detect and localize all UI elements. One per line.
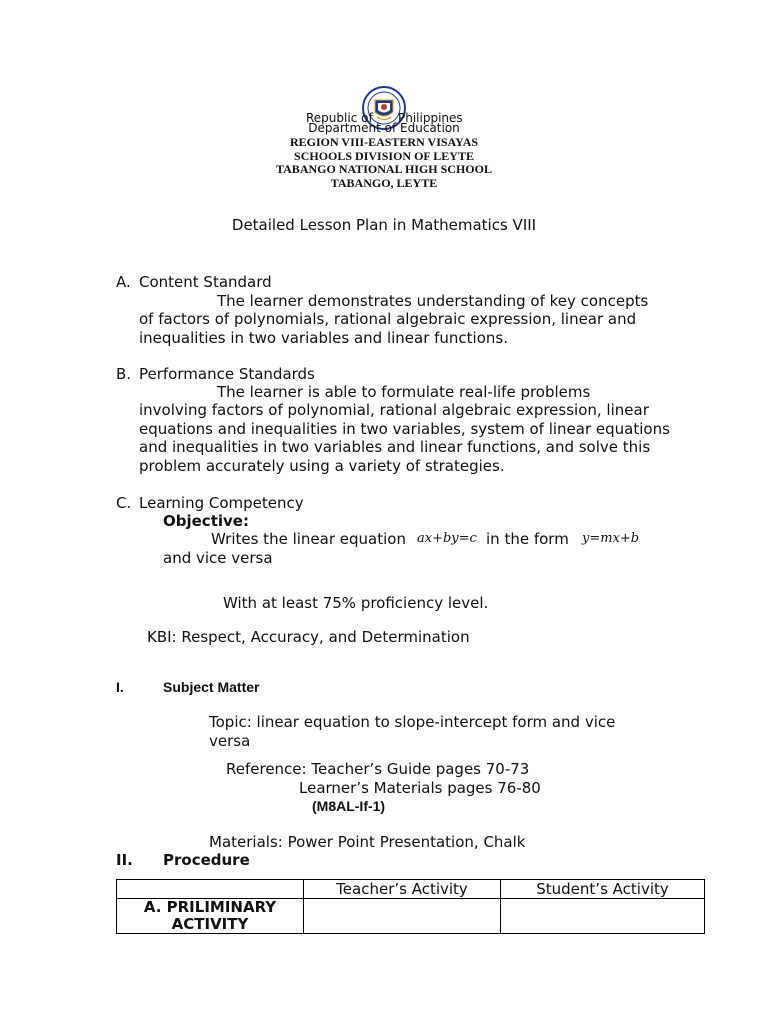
objective-label: Objective: [163, 512, 249, 530]
reference-text: Reference: Teacher’s Guide pages 70-73 [226, 760, 530, 778]
procedure-heading: Procedure [163, 851, 250, 869]
header-division: SCHOOLS DIVISION OF LEYTE [294, 149, 474, 163]
table-row [117, 899, 705, 934]
section-c-label: C. [116, 494, 132, 512]
section-b-body-first: The learner is able to formulate real-life problems [217, 383, 591, 401]
section-a-body-rest: of factors of polynomials, rational algebraic expression, linear and inequalities in two variables and linear functions. [139, 310, 637, 347]
section-a-body [139, 292, 679, 347]
topic-line2: versa [209, 732, 251, 750]
table-cell-activity: A. PRILIMINARY ACTIVITY [117, 899, 304, 934]
procedure-numeral: II. [116, 851, 133, 869]
section-a-body-first: The learner demonstrates understanding of key concepts [217, 292, 649, 310]
topic-line1: Topic: linear equation to slope-intercept form and vice [209, 713, 616, 731]
document-title: Detailed Lesson Plan in Mathematics VIII [231, 216, 537, 234]
subject-matter-heading: Subject Matter [163, 679, 260, 695]
table-header-cell: Student’s Activity [501, 880, 705, 899]
header-region: REGION VIII-EASTERN VISAYAS [289, 135, 479, 149]
header-location: TABANGO, LEYTE [330, 176, 438, 190]
section-b-label: B. [116, 365, 132, 383]
and-vice-versa-text: and vice versa [163, 549, 273, 567]
proficiency-text: With at least 75% proficiency level. [223, 594, 489, 612]
table-cell-student [501, 899, 705, 934]
procedure-table [116, 879, 705, 934]
learners-materials-text: Learner’s Materials pages 76-80 [299, 779, 541, 797]
section-a-label: A. [116, 273, 131, 291]
header-republic-left: Republic of [306, 111, 373, 125]
header-school: TABANGO NATIONAL HIGH SCHOOL [276, 162, 492, 176]
section-c-title: Learning Competency [139, 494, 304, 512]
header-department: Department of Education [308, 121, 460, 135]
table-cell-teacher [304, 899, 501, 934]
equation-slope-intercept: y=mx+b [582, 531, 640, 546]
section-a-title: Content Standard [139, 273, 272, 291]
kbi-text: KBI: Respect, Accuracy, and Determination [147, 628, 470, 646]
competency-code: (M8AL-If-1) [312, 798, 386, 814]
table-header-cell: Teacher’s Activity [304, 880, 501, 899]
materials-text: Materials: Power Point Presentation, Chalk [209, 833, 526, 851]
section-b-body-rest: involving factors of polynomial, rational algebraic expression, linear equations and inequalities in two variables, system of linear equations and inequalities in two variables and linear functions, and solve this problem accurately using a variety of strategies. [139, 401, 670, 475]
header-republic-right: Philippines [398, 111, 463, 125]
equation-standard-form: ax+by=c [417, 531, 477, 546]
section-b-body [139, 383, 679, 475]
section-b-title: Performance Standards [139, 365, 315, 383]
table-header-cell [117, 880, 304, 899]
objective-text: Writes the linear equation [211, 530, 406, 548]
in-the-form-text: in the form [486, 530, 569, 548]
table-header-row [117, 880, 705, 899]
subject-matter-numeral: I. [116, 679, 124, 695]
